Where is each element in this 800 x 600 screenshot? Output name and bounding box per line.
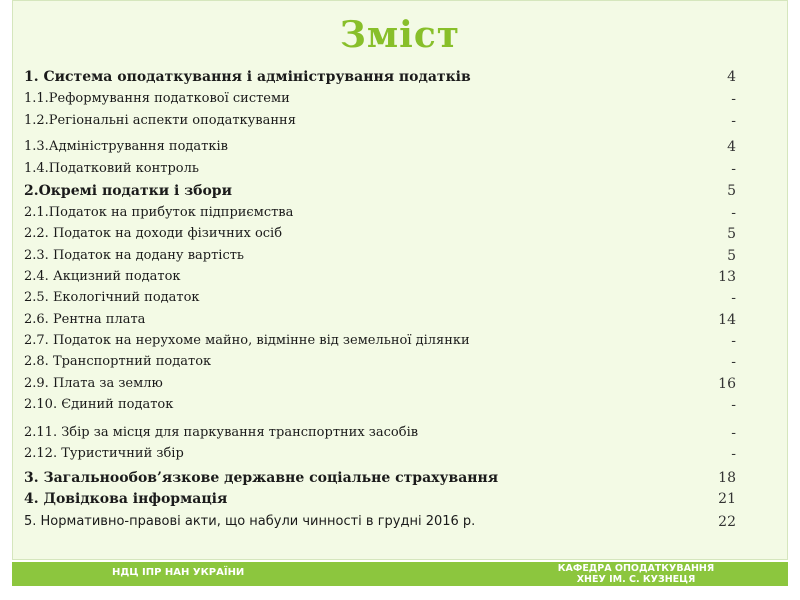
- toc-item-label: 4. Довідкова інформація: [24, 490, 228, 507]
- toc-item: [24, 266, 736, 287]
- toc-item-label: 1. Система оподаткування і адміністрування податків: [24, 68, 471, 85]
- toc-item-page: 5: [727, 225, 736, 242]
- toc-item-label: 2.2. Податок на доходи фізичних осіб: [24, 226, 283, 241]
- toc-item: [24, 180, 736, 201]
- toc-item-label: 2.9. Плата за землю: [24, 376, 163, 391]
- toc-item: [24, 66, 736, 87]
- footer-left-text: НДЦ ІПР НАН УКРАЇНИ: [112, 567, 245, 578]
- footer-bar: [12, 562, 788, 586]
- toc-item-page: 4: [727, 138, 736, 155]
- toc-item-page: 13: [718, 268, 736, 285]
- toc-item-page: 22: [718, 513, 736, 530]
- toc-item-label: 1.2.Регіональні аспекти оподаткування: [24, 113, 296, 128]
- toc-item-page: -: [731, 90, 736, 107]
- toc-item-page: -: [731, 445, 736, 462]
- toc-item-page: -: [731, 424, 736, 441]
- toc-item-label: 2.12. Туристичний збір: [24, 446, 184, 461]
- toc-item: [24, 443, 736, 464]
- toc-item: [24, 422, 736, 443]
- toc-item-page: 5: [727, 182, 736, 199]
- toc-item-page: -: [731, 396, 736, 413]
- toc-item-label: 3. Загальнообов’язкове державне соціальне страхування: [24, 469, 499, 486]
- toc-item-label: 2.1.Податок на прибуток підприємства: [24, 205, 294, 220]
- toc-item-label: 2.10. Єдиний податок: [24, 397, 174, 412]
- toc-item: [24, 245, 736, 266]
- toc-item-label: 1.3.Адміністрування податків: [24, 139, 228, 154]
- toc-item: [24, 223, 736, 244]
- toc-item-label: 2.Окремі податки і збори: [24, 182, 232, 199]
- toc-item-label: 2.8. Транспортний податок: [24, 354, 212, 369]
- toc-item: [24, 330, 736, 351]
- toc-item-label: 2.4. Акцизний податок: [24, 269, 181, 284]
- toc-item-page: 16: [718, 375, 736, 392]
- toc-item: [24, 351, 736, 372]
- toc-item-page: -: [731, 289, 736, 306]
- footer-right-line2: ХНЕУ ІМ. С. КУЗНЕЦЯ: [576, 574, 696, 585]
- toc-item-label: 5. Нормативно-правові акти, що набули чинності в грудні 2016 р.: [24, 514, 476, 529]
- toc-item-page: -: [731, 112, 736, 129]
- toc-item-label: 2.6. Рентна плата: [24, 312, 146, 327]
- toc-item-label: 2.5. Екологічний податок: [24, 290, 200, 305]
- toc-item: [24, 202, 736, 223]
- toc-item-page: -: [731, 160, 736, 177]
- toc-item-page: -: [731, 332, 736, 349]
- toc-item: [24, 309, 736, 330]
- toc-item-label: 2.11. Збір за місця для паркування транспортних засобів: [24, 425, 419, 440]
- footer-right-text: [526, 563, 746, 585]
- toc-item-label: 2.3. Податок на додану вартість: [24, 248, 245, 263]
- toc-item-page: 18: [718, 469, 736, 486]
- toc-item-page: 4: [727, 68, 736, 85]
- toc-item: [24, 88, 736, 109]
- toc-item: [24, 488, 736, 509]
- toc-item: [24, 136, 736, 157]
- toc-item-page: 5: [727, 247, 736, 264]
- toc-item: [24, 287, 736, 308]
- toc-item: [24, 373, 736, 394]
- toc-item-page: -: [731, 353, 736, 370]
- toc-item-page: -: [731, 204, 736, 221]
- toc-item-page: 21: [718, 490, 736, 507]
- toc-item-label: 1.4.Податковий контроль: [24, 161, 199, 176]
- toc-item: [24, 511, 736, 532]
- footer-right-line1: КАФЕДРА ОПОДАТКУВАННЯ: [557, 563, 715, 574]
- page-title: Зміст: [339, 14, 461, 56]
- toc-item-page: 14: [718, 311, 736, 328]
- toc-item: [24, 158, 736, 179]
- toc-item-label: 1.1.Реформування податкової системи: [24, 91, 290, 106]
- toc-item: [24, 394, 736, 415]
- toc-item: [24, 110, 736, 131]
- toc-item: [24, 467, 736, 488]
- toc-item-label: 2.7. Податок на нерухоме майно, відмінне від земельної ділянки: [24, 333, 470, 348]
